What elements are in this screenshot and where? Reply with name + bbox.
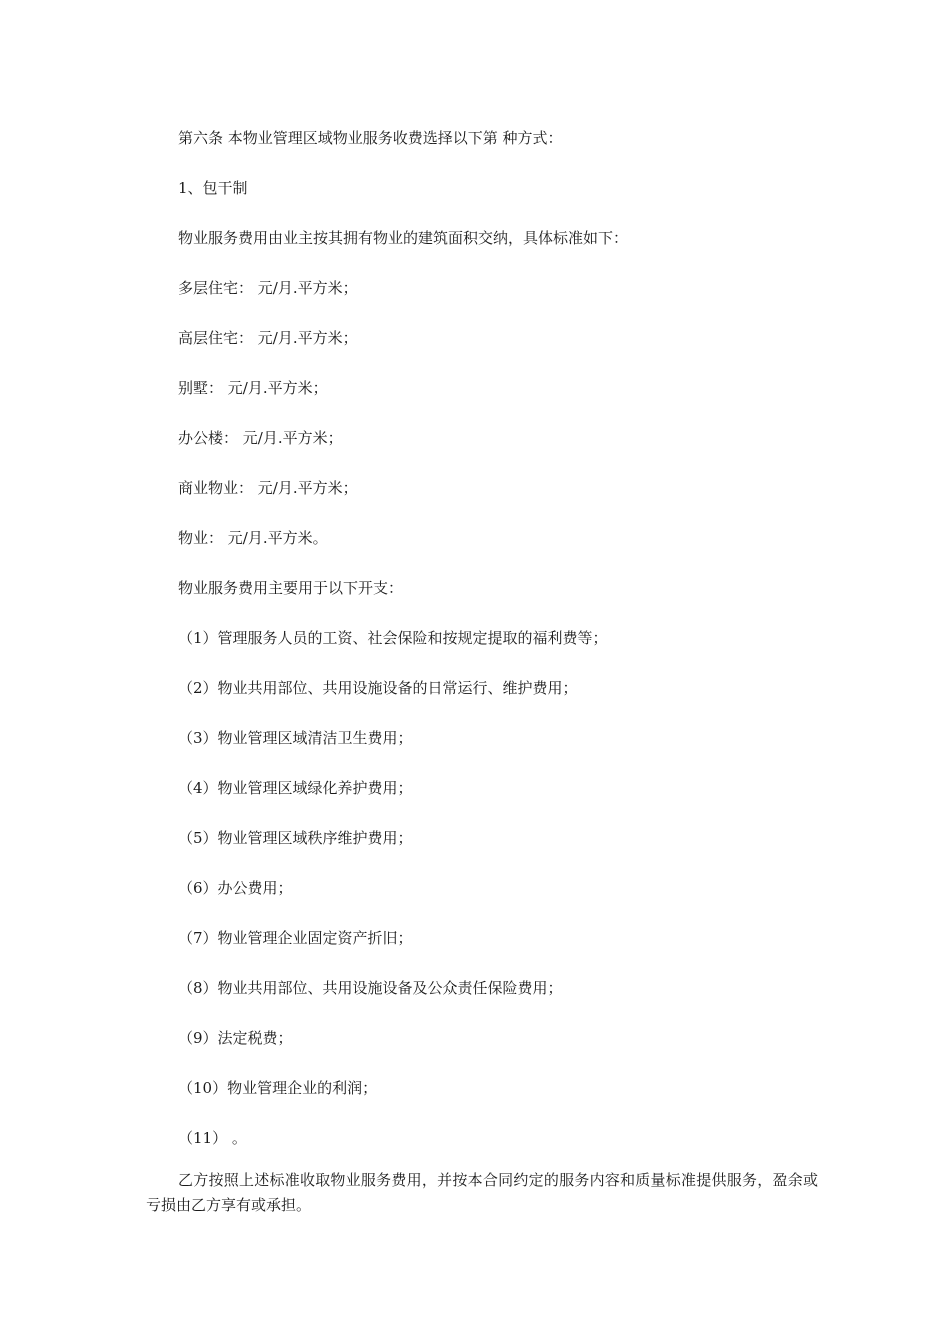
expense-item: （10）物业管理企业的利润； xyxy=(178,1079,378,1097)
option-1-heading: 1、包干制 xyxy=(178,179,248,197)
closing-paragraph: 乙方按照上述标准收取物业服务费用，并按本合同约定的服务内容和质量标准提供服务，盈余或亏损由乙方享有或承担。 xyxy=(146,1171,818,1214)
expense-item: （2）物业共用部位、共用设施设备的日常运行、维护费用； xyxy=(178,679,578,697)
expense-item: （3）物业管理区域清洁卫生费用； xyxy=(178,729,413,747)
expense-item: （1）管理服务人员的工资、社会保险和按规定提取的福利费等； xyxy=(178,629,608,647)
rate-item: 商业物业： 元/月.平方米； xyxy=(178,479,358,497)
rate-item: 多层住宅： 元/月.平方米； xyxy=(178,279,358,297)
fee-basis-text: 物业服务费用由业主按其拥有物业的建筑面积交纳，具体标准如下： xyxy=(178,229,629,247)
expense-item: （9）法定税费； xyxy=(178,1029,293,1047)
expense-item: （7）物业管理企业固定资产折旧； xyxy=(178,929,413,947)
expense-item: （5）物业管理区域秩序维护费用； xyxy=(178,829,413,847)
expenses-intro: 物业服务费用主要用于以下开支： xyxy=(178,579,404,597)
rate-item: 物业： 元/月.平方米。 xyxy=(178,529,328,547)
rate-item: 办公楼： 元/月.平方米； xyxy=(178,429,343,447)
article-heading: 第六条 本物业管理区域物业服务收费选择以下第 种方式： xyxy=(178,129,563,147)
expense-item: （11） 。 xyxy=(178,1129,247,1147)
rate-item: 别墅： 元/月.平方米； xyxy=(178,379,328,397)
rate-item: 高层住宅： 元/月.平方米； xyxy=(178,329,358,347)
expense-item: （4）物业管理区域绿化养护费用； xyxy=(178,779,413,797)
expense-item: （8）物业共用部位、共用设施设备及公众责任保险费用； xyxy=(178,979,563,997)
expense-item: （6）办公费用； xyxy=(178,879,293,897)
